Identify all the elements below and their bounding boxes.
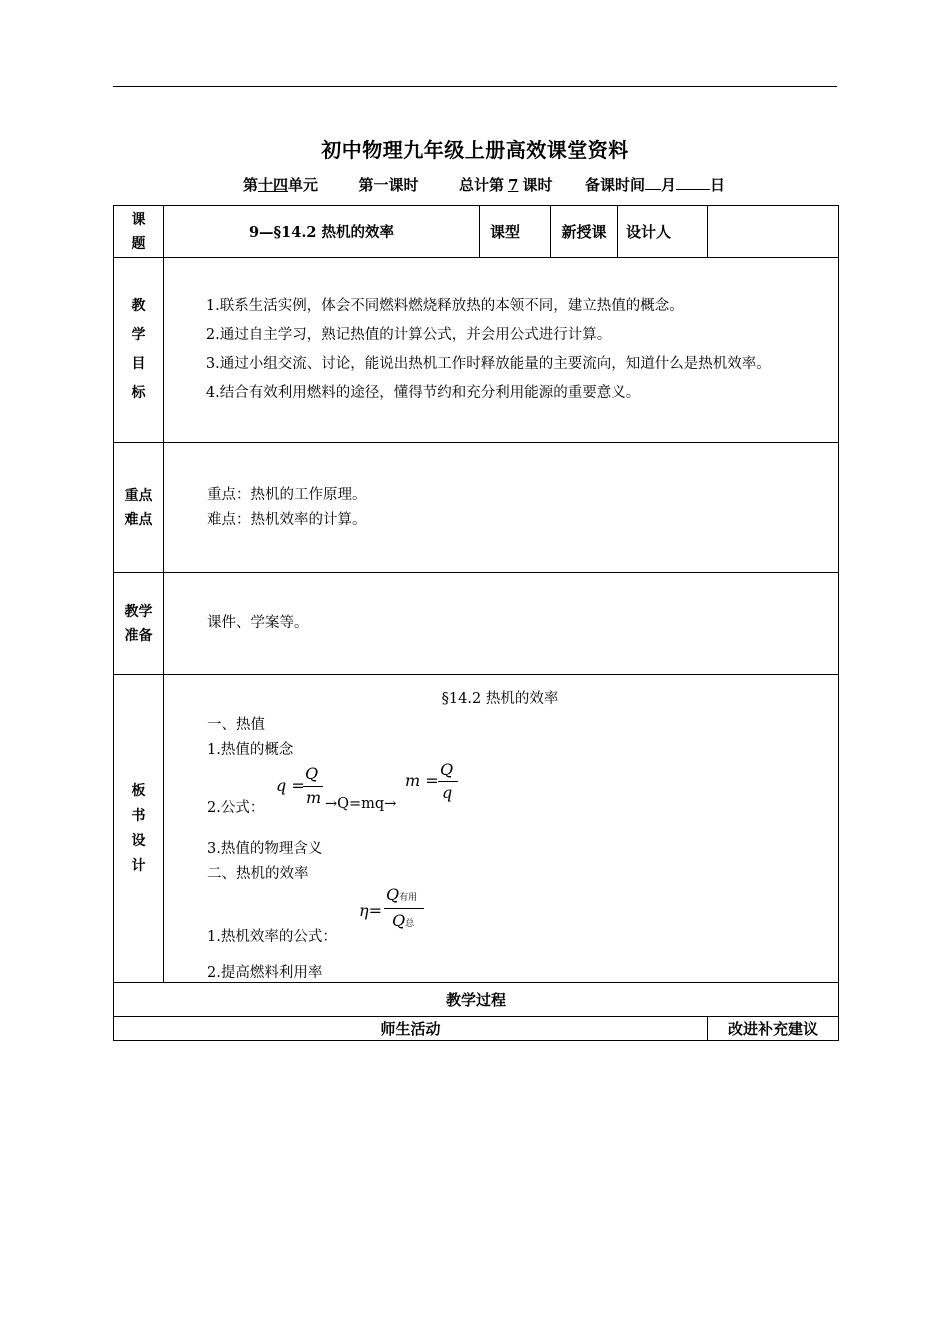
day-label: 日 xyxy=(709,176,725,194)
topic-row xyxy=(114,206,839,258)
keypoints-content xyxy=(164,443,839,573)
unit-prefix: 第 xyxy=(243,176,259,194)
objective-item: 4.结合有效利用燃料的途径，懂得节约和充分利用能源的重要意义。 xyxy=(205,385,641,401)
board-efficiency-formula: 1.热机效率的公式： xyxy=(207,929,337,945)
formula-q-lhs: q = xyxy=(276,776,305,795)
formula-m-lhs: m = xyxy=(405,771,439,790)
total-lessons: 7 xyxy=(508,176,519,194)
unit-number: 十四 xyxy=(258,176,289,194)
formula-m-denominator: q xyxy=(442,783,453,802)
formula-arrow: →Q=mq→ xyxy=(325,796,397,812)
fraction-bar xyxy=(384,908,424,909)
objective-item: 2.通过自主学习，熟记热值的计算公式，并会用公式进行计算。 xyxy=(205,327,612,343)
objectives-label: 教 学 目 标 xyxy=(114,258,164,443)
header-rule xyxy=(113,86,837,87)
board-concept: 1.热值的概念 xyxy=(207,742,294,758)
difficult-point: 难点：热机效率的计算。 xyxy=(207,511,367,528)
total-prefix: 总计第 xyxy=(459,176,505,194)
board-formula-label: 2.公式： xyxy=(207,800,265,816)
key-point: 重点：热机的工作原理。 xyxy=(207,486,367,503)
topic-value: 9—§14.2 热机的效率 xyxy=(164,206,480,258)
board-design-row xyxy=(114,675,839,983)
lesson-plan-table xyxy=(113,205,839,1041)
preparation-row xyxy=(114,573,839,675)
designer-value xyxy=(708,206,839,258)
lesson-number: 第一课时 xyxy=(358,176,419,194)
preparation-text: 课件、学案等。 xyxy=(207,615,309,631)
lesson-info-line xyxy=(243,174,725,195)
board-improve-utilization: 2.提高燃料利用率 xyxy=(207,965,323,981)
month-label: 月 xyxy=(660,176,676,194)
board-heading: §14.2 热机的效率 xyxy=(441,691,559,707)
improvement-suggestions-header: 改进补充建议 xyxy=(708,1017,839,1041)
board-section-efficiency: 二、热机的效率 xyxy=(207,866,309,882)
teacher-student-activity-header: 师生活动 xyxy=(114,1017,708,1041)
preparation-content xyxy=(164,573,839,675)
prep-time-label: 备课时间 xyxy=(584,176,645,194)
fraction-bar xyxy=(438,781,458,782)
total-suffix: 课时 xyxy=(522,176,553,194)
preparation-label: 教学 准备 xyxy=(114,573,164,675)
keypoints-label: 重点 难点 xyxy=(114,443,164,573)
board-section-heat-value: 一、热值 xyxy=(207,717,265,733)
formula-eta-denominator: Q总 xyxy=(392,911,415,930)
lesson-type-label: 课型 xyxy=(480,206,551,258)
board-content xyxy=(164,675,839,983)
objective-item: 1.联系生活实例，体会不同燃料燃烧释放热的本领不同，建立热值的概念。 xyxy=(205,298,684,314)
objectives-row xyxy=(114,258,839,443)
process-title-row xyxy=(114,983,839,1017)
keypoints-row xyxy=(114,443,839,573)
lesson-type-value: 新授课 xyxy=(551,206,618,258)
topic-label: 课 题 xyxy=(114,206,164,258)
board-label: 板 书 设 计 xyxy=(114,675,164,983)
formula-q-numerator: Q xyxy=(305,764,319,783)
formula-eta-lhs: η= xyxy=(359,901,382,920)
formula-eta-numerator: Q有用 xyxy=(386,885,418,904)
formula-q-denominator: m xyxy=(306,788,322,807)
document-title: 初中物理九年级上册高效课堂资料 xyxy=(321,138,629,162)
board-meaning: 3.热值的物理含义 xyxy=(207,841,323,857)
formula-m-numerator: Q xyxy=(440,760,454,779)
objectives-content xyxy=(164,258,839,443)
process-header-row xyxy=(114,1017,839,1041)
objective-item: 3.通过小组交流、讨论，能说出热机工作时释放能量的主要流向，知道什么是热机效率。 xyxy=(205,356,771,372)
process-title: 教学过程 xyxy=(114,983,839,1017)
unit-suffix: 单元 xyxy=(288,176,319,194)
fraction-bar xyxy=(303,786,323,787)
designer-label: 设计人 xyxy=(618,206,708,258)
